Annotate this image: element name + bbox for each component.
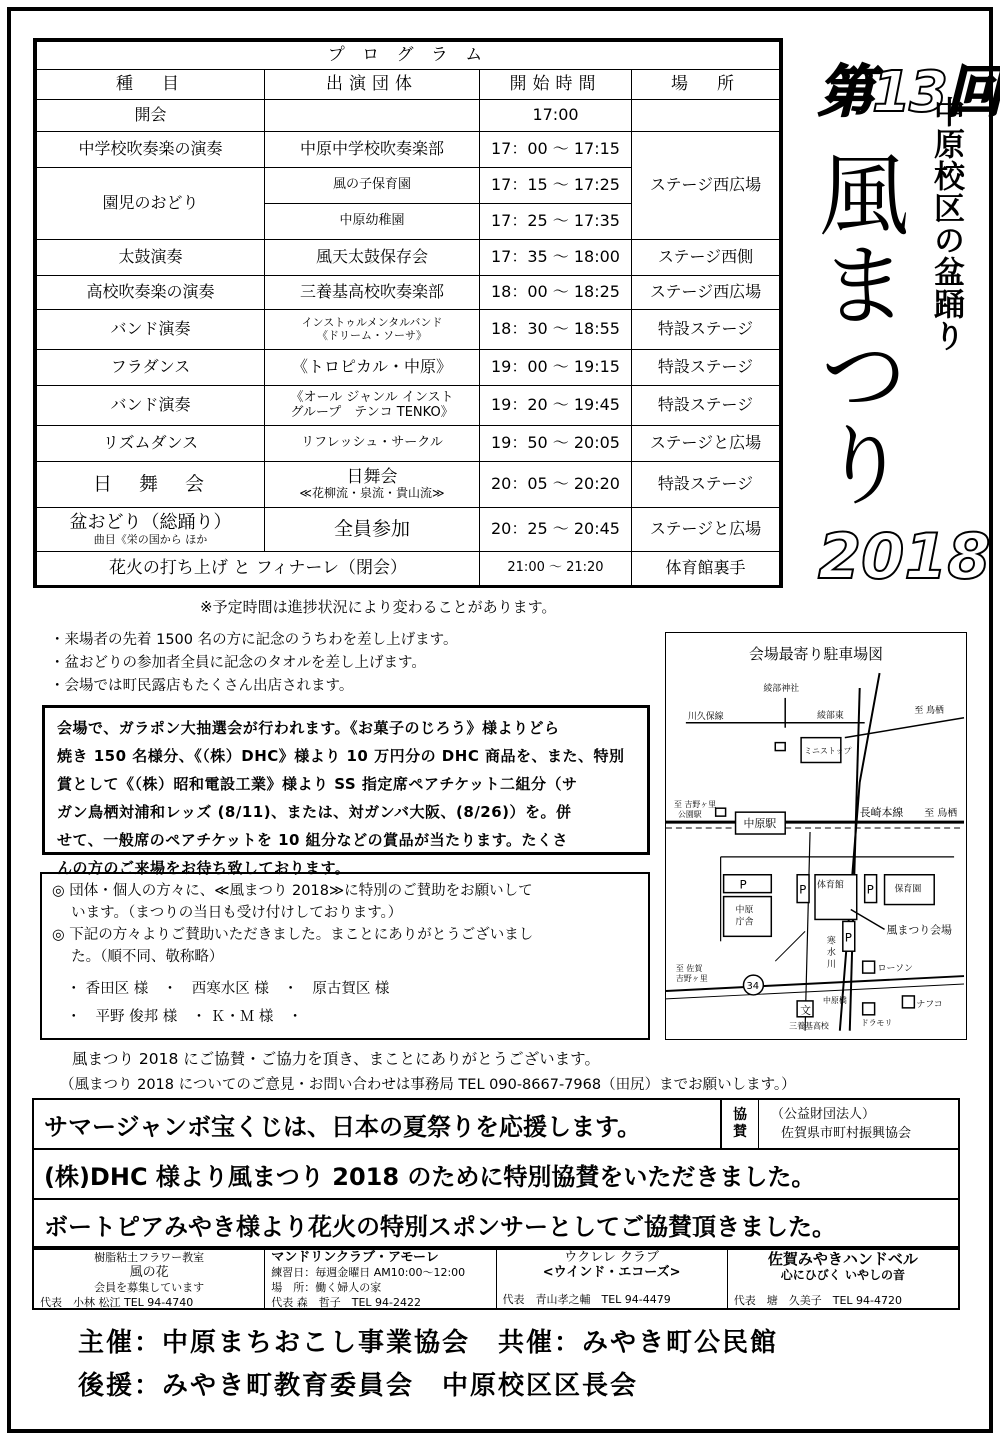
map-road-tosu xyxy=(845,718,964,738)
group: 《トロピカル・中原》 xyxy=(265,350,480,386)
map-label: ローソン xyxy=(877,964,913,975)
place-finale: 体育館裏手 xyxy=(632,552,780,586)
program-table xyxy=(33,38,783,588)
time: 17：00 ～ 17:15 xyxy=(480,132,632,168)
main-title: 風まつり xyxy=(803,148,908,508)
place: ステージと広場 xyxy=(632,426,780,462)
place: ステージ西広場 xyxy=(632,276,780,310)
time: 17：35 ～ 18:00 xyxy=(480,240,632,276)
inquiry-text: （風まつり 2018 についてのご意見・お問い合わせは事務局 TEL 090-8667-7968（田尻）までお願いします。） xyxy=(60,1077,796,1093)
map-park-station xyxy=(716,808,726,816)
event: 高校吹奏楽の演奏 xyxy=(37,276,265,310)
place: ステージ西広場 xyxy=(632,132,780,240)
map-label: 寒 xyxy=(826,936,836,947)
map-parking-office xyxy=(724,875,772,893)
time-opening: 17:00 xyxy=(480,100,632,132)
subtitle: 中原校区の盆踊り xyxy=(928,96,964,352)
event: バンド演奏 xyxy=(37,310,265,350)
event: フラダンス xyxy=(37,350,265,386)
map-label: 34 xyxy=(746,980,760,992)
lottery-line: ガン鳥栖対浦和レッズ (8/11)、または、対ガンバ大阪、(8/26)）を。併 xyxy=(57,803,572,821)
ad-ukulele: ウクレレ クラブ <ウインド・エコーズ> 代表 青山孝之輔 TEL 94-4479 xyxy=(497,1248,728,1308)
banner-jumbo-text: サマージャンボ宝くじは、日本の夏祭りを応援します。 xyxy=(34,1100,722,1148)
map-label: 庁舎 xyxy=(735,917,754,928)
map-label: 公園駅 xyxy=(677,810,702,820)
time: 20：25 ～ 20:45 xyxy=(480,508,632,552)
footer-organizers: 主催：中原まちおこし事業協会 共催：みやき町公民館 xyxy=(78,1328,779,1358)
map-parking-label: P xyxy=(866,882,874,897)
map-label: 文 xyxy=(800,1003,812,1017)
group: 《オール ジャンル インスト グループ テンコ TENKO》 xyxy=(265,386,480,426)
kyosan-label: 協 賛 xyxy=(722,1100,759,1148)
bullet-item: ・会場では町民露店もたくさん出店されます。 xyxy=(50,678,354,694)
bullet-item: ・盆おどりの参加者全員に記念のタオルを差し上げます。 xyxy=(50,655,426,671)
lottery-line: 賞として《（株）昭和電設工業》様より SS 指定席ペアチケット二組分（サ xyxy=(57,775,578,793)
program-caption: プ ロ グ ラ ム xyxy=(37,42,780,70)
parking-map xyxy=(665,632,967,1040)
map-nafuko xyxy=(902,996,914,1008)
lottery-line: 会場で、ガラポン大抽選会が行われます。《お菓子のじろう》様よりどら xyxy=(57,719,560,737)
map-dormy xyxy=(863,1003,875,1015)
banner-boatpia: ボートピアみやき様より花火の特別スポンサーとしてご協賛頂きました。 xyxy=(44,1212,836,1241)
club-ads xyxy=(32,1246,960,1310)
lottery-line: んの方のご来場をお待ち致しております。 xyxy=(57,859,351,877)
map-title: 会場最寄り駐車場図 xyxy=(748,645,884,664)
map-route-34b xyxy=(666,984,964,999)
time: 17：25 ～ 17:35 xyxy=(480,204,632,240)
place: 特設ステージ xyxy=(632,462,780,508)
place: ステージと広場 xyxy=(632,508,780,552)
group: 三養基高校吹奏楽部 xyxy=(265,276,480,310)
map-lawson xyxy=(863,961,875,973)
donation-line: ・ 平野 俊邦 様 ・ Ｋ・Ｍ 様 ・ xyxy=(52,1009,303,1025)
time: 19：20 ～ 19:45 xyxy=(480,386,632,426)
sponsor-banner xyxy=(32,1098,960,1250)
map-parking-label: P xyxy=(799,882,807,897)
map-label: 風まつり会場 xyxy=(886,923,952,937)
map-label: ミニストップ xyxy=(804,746,852,756)
header-time: 開始時間 xyxy=(480,70,632,100)
event: 中学校吹奏楽の演奏 xyxy=(37,132,265,168)
map-road-main xyxy=(840,673,880,1031)
map-label: 吉野ヶ里 xyxy=(675,974,708,984)
lottery-box xyxy=(42,705,650,877)
year-title: 2018 xyxy=(818,520,991,593)
donation-line: います。（まつりの当日も受け付けしております。） xyxy=(52,905,403,921)
group: 日舞会 ≪花柳流・泉流・貴山流≫ xyxy=(265,462,480,508)
group: インストゥルメンタルバンド 《ドリーム・ソーサ》 xyxy=(265,310,480,350)
map-road-main-2 xyxy=(850,688,860,1031)
group: 全員参加 xyxy=(265,508,480,552)
map-road-local4 xyxy=(775,931,805,961)
place: 特設ステージ xyxy=(632,350,780,386)
time: 20：05 ～ 20:20 xyxy=(480,462,632,508)
event: 日 舞 会 xyxy=(37,462,265,508)
ad-clay-flower: 樹脂粘土フラワー教室 風の花 会員を募集しています 代表 小林 松江 TEL 94-4740 xyxy=(34,1248,265,1308)
ad-handbell: 佐賀みやきハンドベル 心にひびく いやしの音 代表 塘 久美子 TEL 94-4720 xyxy=(733,1250,918,1307)
map-label: 保育園 xyxy=(894,884,922,895)
group-empty xyxy=(265,100,480,132)
map-route-34 xyxy=(666,976,964,991)
place: 特設ステージ xyxy=(632,310,780,350)
donation-line: た。（順不同、敬称略） xyxy=(52,949,224,965)
group: 風の子保育園 xyxy=(265,168,480,204)
map-label: 川久保線 xyxy=(687,711,724,722)
group: 中原幼稚園 xyxy=(265,204,480,240)
map-label: 綾部神社 xyxy=(763,683,800,694)
sponsor-org: （公益財団法人） 佐賀県市町村振興協会 xyxy=(771,1107,912,1141)
map-label: 中原 xyxy=(735,905,754,916)
time: 18：00 ～ 18:25 xyxy=(480,276,632,310)
map-label: 川 xyxy=(826,960,836,971)
ad-mandolin: マンドリンクラブ・アモーレ 練習日：毎週金曜日 AM10:00～12:00 場 所：働く婦人の家 代表 森 哲子 TEL 94-2422 xyxy=(265,1248,496,1308)
banner-dhc: (株)DHC 様より風まつり 2018 のために特別協賛をいただきました。 xyxy=(34,1150,958,1200)
place-empty xyxy=(632,100,780,132)
event: バンド演奏 xyxy=(37,386,265,426)
group: リフレッシュ・サークル xyxy=(265,426,480,462)
thanks-text: 風まつり 2018 にご協賛・ご協力を頂き、まことにありがとうございます。 xyxy=(72,1050,600,1068)
time: 17：15 ～ 17:25 xyxy=(480,168,632,204)
header-group: 出演団体 xyxy=(265,70,480,100)
place: ステージ西側 xyxy=(632,240,780,276)
time-finale: 21:00 ～ 21:20 xyxy=(480,552,632,586)
donation-line: ◎ 団体・個人の方々に、≪風まつり 2018≫に特別のご賛助をお願いして xyxy=(52,883,533,899)
lottery-line: 焼き 150 名様分、《（株）DHC》様より 10 万円分の DHC 商品を、また、特別 xyxy=(57,747,625,765)
event: リズムダンス xyxy=(37,426,265,462)
banner-jumbo xyxy=(34,1100,958,1150)
map-label: 至 佐賀 xyxy=(675,964,703,974)
map-label: 中原駅 xyxy=(743,817,777,831)
map-label: 長崎本線 xyxy=(859,806,904,820)
group: 中原中学校吹奏楽部 xyxy=(265,132,480,168)
group: 風天太鼓保存会 xyxy=(265,240,480,276)
time: 18：30 ～ 18:55 xyxy=(480,310,632,350)
map-shrine xyxy=(775,743,785,751)
schedule-note: ※予定時間は進捗状況により変わることがあります。 xyxy=(200,598,557,616)
map-label: 体育館 xyxy=(816,880,844,891)
event: 盆おどり（総踊り） 曲目《栄の国から ほか xyxy=(37,508,265,552)
map-label: 綾部東 xyxy=(816,710,844,721)
map-label: ナフコ xyxy=(916,999,943,1010)
map-label: 至 鳥栖 xyxy=(914,705,945,716)
donation-box xyxy=(40,872,650,1040)
map-parking-label: P xyxy=(739,877,747,892)
event: 園児のおどり xyxy=(37,168,265,240)
map-parking-label: P xyxy=(844,930,852,945)
place: 特設ステージ xyxy=(632,386,780,426)
header-place: 場 所 xyxy=(632,70,780,100)
bullet-item: ・来場者の先着 1500 名の方に記念のうちわを差し上げます。 xyxy=(50,632,458,648)
time: 19：00 ～ 19:15 xyxy=(480,350,632,386)
donation-line: ◎ 下記の方々よりご賛助いただきました。まことにありがとうございまし xyxy=(52,927,534,943)
time: 19：50 ～ 20:05 xyxy=(480,426,632,462)
map-label: 水 xyxy=(826,948,836,959)
map-label: 至 鳥栖 xyxy=(924,808,958,820)
lottery-line: せて、一般席のペアチケットを 10 組分などの賞品が当たります。たくさ xyxy=(57,831,568,849)
header-event: 種 目 xyxy=(37,70,265,100)
footer-supporters: 後援：みやき町教育委員会 中原校区区長会 xyxy=(78,1371,639,1401)
map-label: 至 吉野ヶ里 xyxy=(673,800,717,810)
map-label: 三養基高校 xyxy=(789,1021,829,1031)
edition-title: 第13回 xyxy=(818,60,1000,125)
map-label: 中原橋 xyxy=(822,995,847,1005)
map-label: ドラモリ xyxy=(860,1018,893,1028)
donation-line: ・ 香田区 様 ・ 西寒水区 様 ・ 原古賀区 様 xyxy=(52,981,390,997)
event-opening: 開会 xyxy=(37,100,265,132)
event-finale: 花火の打ち上げ と フィナーレ（閉会） xyxy=(37,552,480,586)
event: 太鼓演奏 xyxy=(37,240,265,276)
